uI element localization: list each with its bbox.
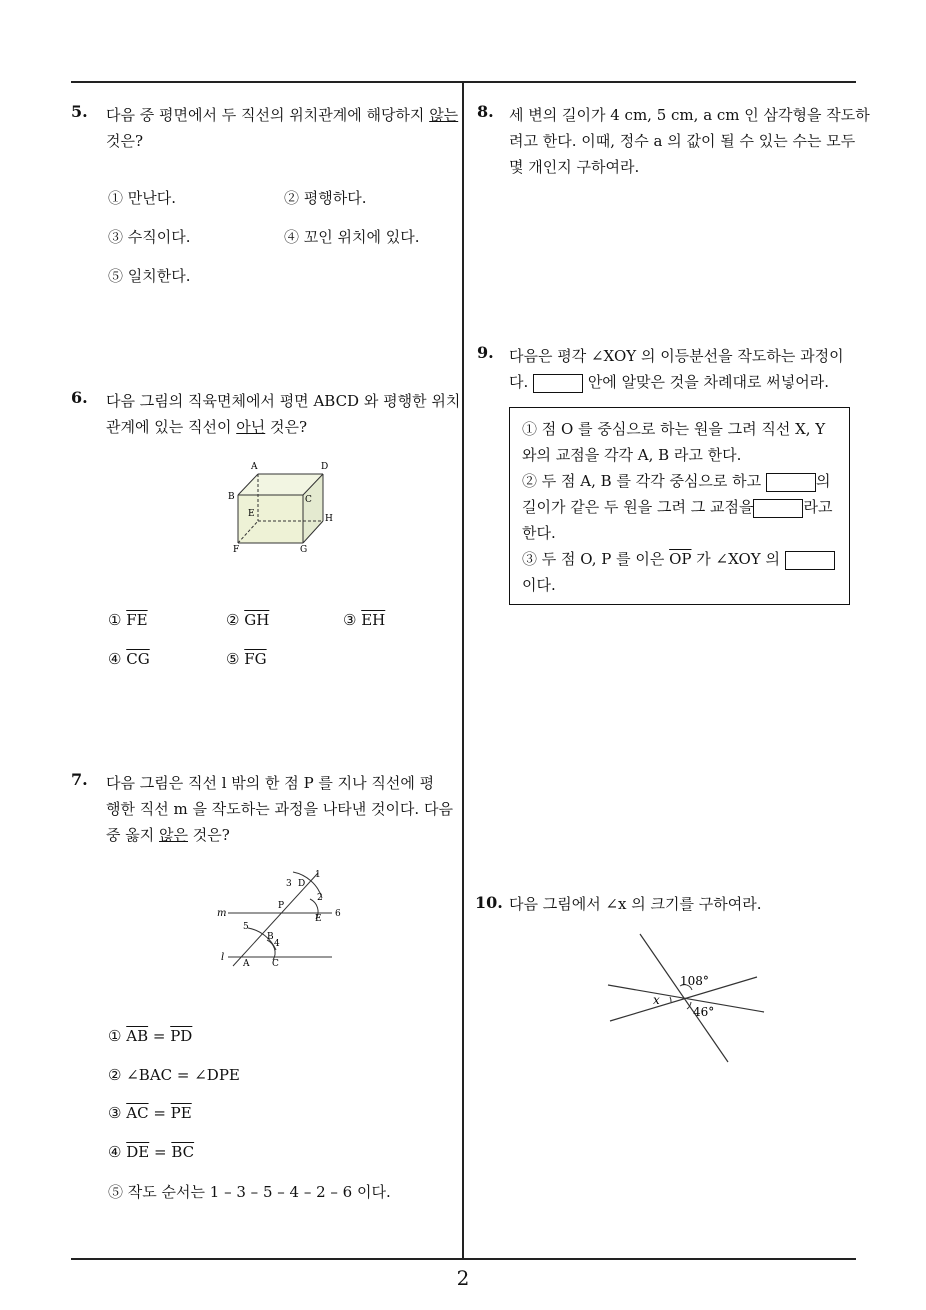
question-text: 다음 그림에서 ∠x 의 크기를 구하여라. [509, 895, 762, 913]
box-line: 한다. [522, 524, 556, 542]
option-4[interactable]: ④ 꼬인 위치에 있다. [284, 228, 420, 246]
step-label-6: 6 [335, 909, 341, 919]
segment-label: $\overline{EH}$ [361, 611, 386, 629]
cuboid-figure [225, 458, 345, 558]
segment-label: $\overline{FG}$ [244, 650, 267, 668]
question-number: 5. [71, 102, 88, 121]
point-label-D: D [298, 879, 306, 889]
box-line [522, 548, 835, 570]
vertex-label-E: E [248, 509, 255, 519]
question-text-part: 다. [509, 373, 529, 391]
point-label-B: B [267, 932, 274, 942]
question-text-part: 관계에 있는 직선이 [106, 418, 237, 436]
option-mark: ⑤ [108, 1183, 124, 1201]
question-text-part: 다음 그림의 직육면체에서 평면 ABCD 와 평행한 위치 [106, 392, 461, 410]
box-text: 의 [815, 472, 831, 490]
option-mark: ③ [108, 1104, 122, 1122]
question-text [106, 388, 460, 440]
box-text: ③ 두 점 O, P 를 이은 [522, 550, 670, 568]
box-line: ① 점 O 를 중심으로 하는 원을 그려 직선 X, Y [522, 420, 826, 438]
vertex-label-A: A [251, 462, 258, 472]
option-1[interactable] [108, 611, 148, 629]
box-line: 와의 교점을 각각 A, B 라고 한다. [522, 446, 742, 464]
column-divider [462, 82, 464, 1260]
question-number: 7. [71, 770, 88, 789]
answer-blank[interactable] [753, 499, 803, 518]
question-text-part: 행한 직선 m 을 작도하는 과정을 나타낸 것이다. 다음 [106, 800, 453, 818]
box-line: 이다. [522, 576, 556, 594]
vertex-label-D: D [321, 462, 329, 472]
option-4[interactable] [108, 1143, 194, 1161]
equals-sign: = [148, 1027, 171, 1045]
option-mark: ⑤ [226, 650, 240, 668]
equals-sign: = [149, 1143, 172, 1161]
option-5[interactable] [226, 650, 267, 668]
option-mark: ④ [108, 1143, 122, 1161]
point-label-P: P [278, 901, 285, 911]
segment-label: $\overline{CG}$ [126, 650, 150, 668]
question-text [509, 102, 870, 180]
option-1[interactable] [108, 1027, 192, 1045]
procedure-box [509, 407, 850, 605]
option-4[interactable] [108, 650, 150, 668]
option-5[interactable]: ⑤ 일치한다. [108, 267, 191, 285]
point-label-E: E [315, 914, 322, 924]
segment-label: $\overline{PE}$ [170, 1104, 192, 1122]
underlined-word: 아닌 [236, 418, 266, 436]
step-label-2: 2 [317, 893, 323, 903]
answer-blank[interactable] [533, 374, 583, 393]
question-number: 9. [477, 343, 494, 362]
question-text-part: 다음 중 평면에서 두 직선의 위치관계에 해당하지 [106, 106, 430, 124]
question-number: 10. [475, 893, 503, 912]
option-text: ∠BAC = ∠DPE [126, 1066, 240, 1084]
question-text-part: 것은? [265, 418, 308, 436]
segment-label: $\overline{AC}$ [126, 1104, 149, 1122]
question-number: 6. [71, 388, 88, 407]
option-1[interactable]: ① 만난다. [108, 189, 177, 207]
equals-sign: = [148, 1104, 171, 1122]
line-label-l: l [221, 952, 225, 963]
box-line [522, 496, 832, 518]
question-text [106, 102, 458, 154]
underlined-word: 않은 [159, 826, 188, 844]
step-label-1: 1 [315, 870, 321, 880]
question-text [509, 343, 844, 395]
segment-label: $\overline{OP}$ [669, 550, 692, 568]
box-text: 길이가 같은 두 원을 그려 그 교점을 [522, 498, 754, 516]
question-text-part: 것은? [106, 132, 144, 150]
segment-label: $\overline{PD}$ [170, 1027, 193, 1045]
angle-label-108: 108° [680, 974, 709, 988]
point-label-A: A [243, 959, 250, 969]
page-number: 2 [456, 1266, 470, 1290]
vertex-label-G: G [300, 545, 308, 555]
question-text-part: 것은? [188, 826, 230, 844]
question-number: 8. [477, 102, 494, 121]
box-text: 라고 [803, 498, 833, 516]
option-5[interactable] [108, 1181, 391, 1202]
parallel-construction-figure [210, 862, 350, 972]
option-mark: ③ [343, 611, 357, 629]
question-text-part: 다음 그림은 직선 l 밖의 한 점 P 를 지나 직선에 평 [106, 774, 435, 792]
box-text: ② 두 점 A, B 를 각각 중심으로 하고 [522, 472, 762, 490]
underlined-word: 않는 [429, 106, 459, 124]
option-mark: ① [108, 1027, 122, 1045]
question-text-part: 다음은 평각 ∠XOY 의 이등분선을 작도하는 과정이 [509, 347, 844, 365]
option-mark: ① [108, 611, 122, 629]
step-label-4: 4 [274, 939, 280, 949]
option-2[interactable] [226, 611, 269, 629]
option-3[interactable] [343, 611, 385, 629]
option-3[interactable]: ③ 수직이다. [108, 228, 191, 246]
segment-label: $\overline{AB}$ [126, 1027, 149, 1045]
question-text-part: 중 옳지 [106, 826, 160, 844]
vertex-label-H: H [325, 514, 333, 524]
line-label-m: m [217, 908, 227, 919]
point-label-C: C [272, 959, 279, 969]
option-2[interactable] [108, 1066, 240, 1084]
vertex-label-B: B [228, 492, 235, 502]
answer-blank[interactable] [766, 473, 816, 492]
box-text: 가 ∠XOY 의 [691, 550, 780, 568]
angle-label-46: 46° [693, 1005, 715, 1019]
segment-label: $\overline{FE}$ [126, 611, 148, 629]
question-text-part: 몇 개인지 구하여라. [509, 158, 640, 176]
segment-label: $\overline{DE}$ [126, 1143, 150, 1161]
option-mark: ② [108, 1066, 122, 1084]
option-text: 작도 순서는 1 – 3 – 5 – 4 – 2 – 6 이다. [127, 1183, 391, 1201]
vertex-label-F: F [233, 545, 240, 555]
vertex-label-C: C [305, 495, 312, 505]
segment-label: $\overline{GH}$ [244, 611, 270, 629]
intersecting-lines-figure [600, 928, 770, 1068]
question-text-part: 안에 알맞은 것을 차례대로 써넣어라. [583, 373, 830, 391]
answer-blank[interactable] [785, 551, 835, 570]
option-2[interactable]: ② 평행하다. [284, 189, 367, 207]
question-text-part: 려고 한다. 이때, 정수 a 의 값이 될 수 있는 수는 모두 [509, 132, 856, 150]
question-text-part: 세 변의 길이가 4 cm, 5 cm, a cm 인 삼각형을 작도하 [509, 106, 870, 124]
option-3[interactable] [108, 1104, 192, 1122]
question-text [106, 770, 453, 848]
segment-label: $\overline{BC}$ [171, 1143, 195, 1161]
step-label-5: 5 [243, 922, 249, 932]
box-line [522, 470, 830, 492]
option-mark: ④ [108, 650, 122, 668]
angle-label-x: x [653, 993, 660, 1007]
option-mark: ② [226, 611, 240, 629]
step-label-3: 3 [286, 879, 292, 889]
